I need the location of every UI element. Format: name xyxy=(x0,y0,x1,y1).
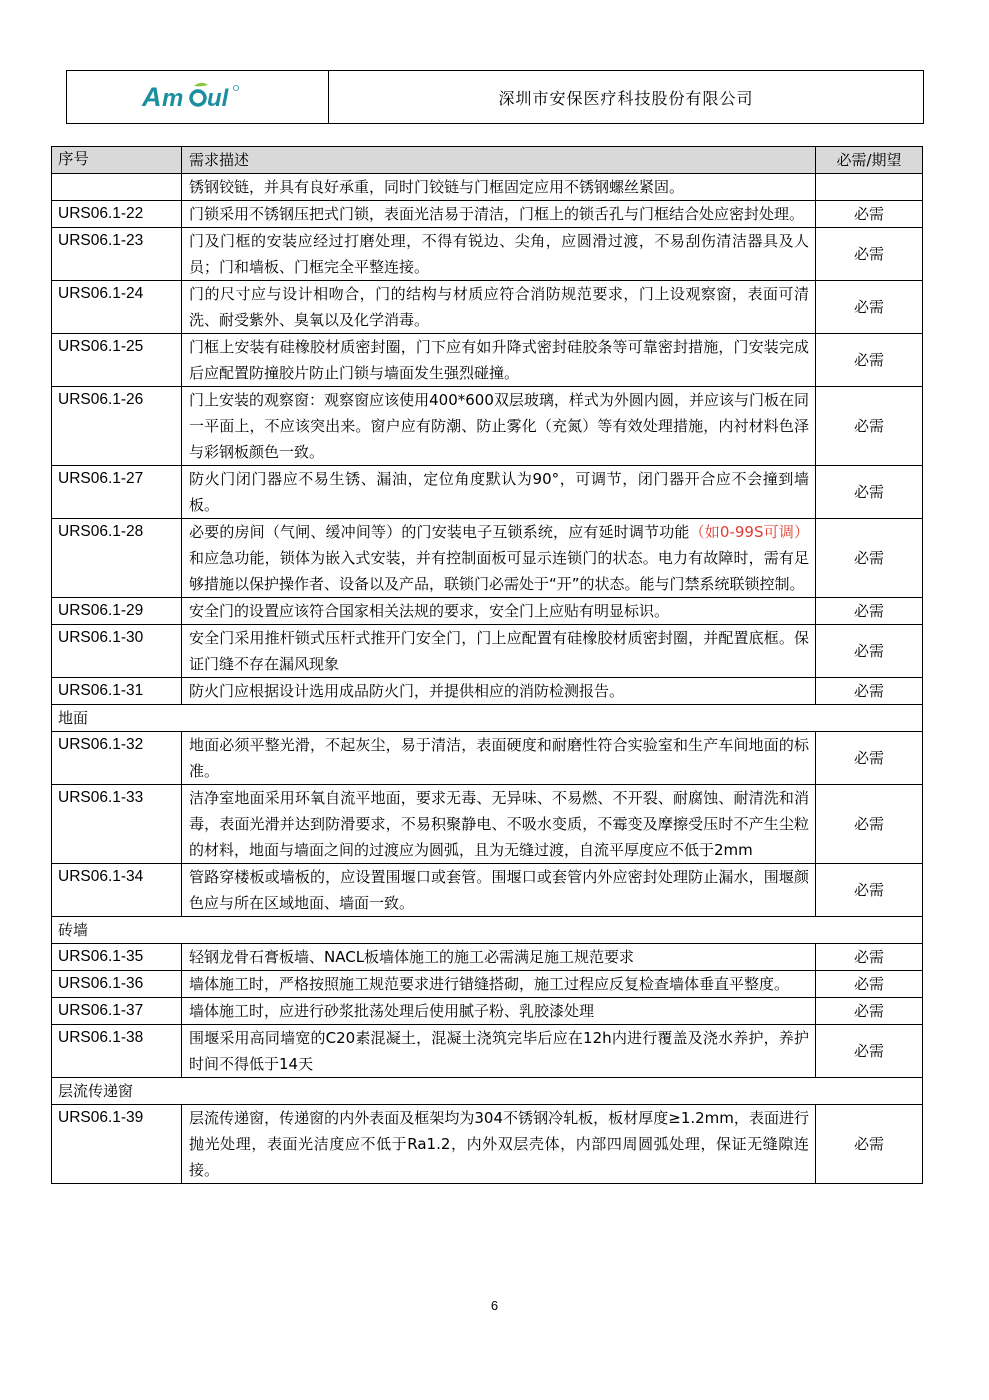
table-row xyxy=(52,1105,923,1184)
cell-description: 地面必须平整光滑，不起灰尘，易于清洁，表面硬度和耐磨性符合实验室和生产车间地面的标准。 xyxy=(182,732,816,785)
section-title: 地面 xyxy=(52,705,923,732)
cell-requirement: 必需 xyxy=(816,944,923,971)
cell-id: URS06.1-24 xyxy=(52,281,182,334)
cell-id: URS06.1-28 xyxy=(52,519,182,598)
cell-id: URS06.1-37 xyxy=(52,998,182,1025)
cell-requirement xyxy=(816,174,923,201)
cell-description: 围堰采用高同墙宽的C20素混凝土，混凝土浇筑完毕后应在12h内进行覆盖及浇水养护，养护时间不得低于14天 xyxy=(182,1025,816,1078)
cell-id: URS06.1-32 xyxy=(52,732,182,785)
description-text: 必要的房间（气闸、缓冲间等）的门安装电子互锁系统，应有延时调节功能 xyxy=(189,523,690,541)
cell-id xyxy=(52,174,182,201)
table-row xyxy=(52,732,923,785)
table-row xyxy=(52,281,923,334)
cell-description: 防火门闭门器应不易生锈、漏油，定位角度默认为90°，可调节，闭门器开合应不会撞到墙板。 xyxy=(182,466,816,519)
cell-description: 门锁采用不锈钢压把式门锁，表面光洁易于清洁，门框上的锁舌孔与门框结合处应密封处理。 xyxy=(182,201,816,228)
table-row xyxy=(52,998,923,1025)
cell-requirement: 必需 xyxy=(816,971,923,998)
cell-id: URS06.1-36 xyxy=(52,971,182,998)
table-row xyxy=(52,785,923,864)
cell-requirement: 必需 xyxy=(816,228,923,281)
cell-requirement: 必需 xyxy=(816,201,923,228)
cell-id: URS06.1-30 xyxy=(52,625,182,678)
col-header-requirement: 必需/期望 xyxy=(816,147,923,174)
table-row xyxy=(52,864,923,917)
table-row xyxy=(52,971,923,998)
cell-id: URS06.1-34 xyxy=(52,864,182,917)
cell-id: URS06.1-25 xyxy=(52,334,182,387)
cell-description: 层流传递窗，传递窗的内外表面及框架均为304不锈钢冷轧板，板材厚度≥1.2mm，表面进行抛光处理，表面光洁度应不低于Ra1.2，内外双层壳体，内部四周圆弧处理，保证无缝隙连接。 xyxy=(182,1105,816,1184)
section-title: 砖墙 xyxy=(52,917,923,944)
cell-requirement: 必需 xyxy=(816,678,923,705)
cell-id: URS06.1-29 xyxy=(52,598,182,625)
svg-text:A: A xyxy=(141,82,161,112)
cell-requirement: 必需 xyxy=(816,1025,923,1078)
cell-requirement: 必需 xyxy=(816,625,923,678)
cell-requirement: 必需 xyxy=(816,998,923,1025)
cell-id: URS06.1-33 xyxy=(52,785,182,864)
section-row xyxy=(52,1078,923,1105)
cell-description: 防火门应根据设计选用成品防火门，并提供相应的消防检测报告。 xyxy=(182,678,816,705)
section-title: 层流传递窗 xyxy=(52,1078,923,1105)
cell-requirement: 必需 xyxy=(816,519,923,598)
table-row xyxy=(52,598,923,625)
cell-id: URS06.1-35 xyxy=(52,944,182,971)
cell-requirement: 必需 xyxy=(816,864,923,917)
cell-requirement: 必需 xyxy=(816,1105,923,1184)
svg-text:ul: ul xyxy=(206,85,228,112)
cell-description: 门框上安装有硅橡胶材质密封圈，门下应有如升降式密封硅胶条等可靠密封措施，门安装完成后应配置防撞胶片防止门锁与墙面发生强烈碰撞。 xyxy=(182,334,816,387)
cell-id: URS06.1-38 xyxy=(52,1025,182,1078)
cell-description: 门的尺寸应与设计相吻合，门的结构与材质应符合消防规范要求，门上设观察窗，表面可清洗、耐受紫外、臭氧以及化学消毒。 xyxy=(182,281,816,334)
cell-id: URS06.1-31 xyxy=(52,678,182,705)
table-row xyxy=(52,387,923,466)
cell-id: URS06.1-22 xyxy=(52,201,182,228)
cell-description: 轻钢龙骨石膏板墙、NACL板墙体施工的施工必需满足施工规范要求 xyxy=(182,944,816,971)
table-row xyxy=(52,228,923,281)
cell-description: 安全门的设置应该符合国家相关法规的要求，安全门上应贴有明显标识。 xyxy=(182,598,816,625)
cell-description: 安全门采用推杆锁式压杆式推开门安全门，门上应配置有硅橡胶材质密封圈，并配置底框。保证门缝不存在漏风现象 xyxy=(182,625,816,678)
table-row xyxy=(52,334,923,387)
cell-description: 门上安装的观察窗：观察窗应该使用400*600双层玻璃，样式为外圆内圆，并应该与门板在同一平面上，不应该突出来。窗户应有防潮、防止雾化（充氮）等有效处理措施，内衬材料色泽与彩钢板颜色一致。 xyxy=(182,387,816,466)
company-logo xyxy=(67,71,329,123)
cell-description: 洁净室地面采用环氧自流平地面，要求无毒、无异味、不易燃、不开裂、耐腐蚀、耐清洗和消毒，表面光滑并达到防滑要求，不易积聚静电、不吸水变质，不霉变及摩擦受压时不产生尘粒的材料，地面与墙面之间的过渡应为圆弧，且为无缝过渡，自流平厚度应不低于2mm xyxy=(182,785,816,864)
section-row xyxy=(52,917,923,944)
cell-id: URS06.1-23 xyxy=(52,228,182,281)
col-header-id: 序号 xyxy=(52,147,182,174)
description-highlight: （如0-99S可调） xyxy=(689,523,809,541)
cell-id: URS06.1-27 xyxy=(52,466,182,519)
table-header-row xyxy=(52,147,923,174)
table-row xyxy=(52,519,923,598)
requirements-table xyxy=(51,146,923,1184)
table-row xyxy=(52,678,923,705)
table-row-continuation xyxy=(52,174,923,201)
table-row xyxy=(52,201,923,228)
cell-description: 墙体施工时，应进行砂浆批荡处理后使用腻子粉、乳胶漆处理 xyxy=(182,998,816,1025)
cell-description: 门及门框的安装应经过打磨处理，不得有锐边、尖角，应圆滑过渡，不易刮伤清洁器具及人员；门和墙板、门框完全平整连接。 xyxy=(182,228,816,281)
document-header xyxy=(66,70,924,124)
cell-description xyxy=(182,519,816,598)
cell-id: URS06.1-26 xyxy=(52,387,182,466)
table-row xyxy=(52,1025,923,1078)
table-row xyxy=(52,466,923,519)
company-name: 深圳市安保医疗科技股份有限公司 xyxy=(498,88,754,108)
cell-requirement: 必需 xyxy=(816,785,923,864)
page-number: 6 xyxy=(490,1298,499,1313)
cell-requirement: 必需 xyxy=(816,598,923,625)
cell-description: 锈钢铰链，并具有良好承重，同时门铰链与门框固定应用不锈钢螺丝紧固。 xyxy=(182,174,816,201)
table-row xyxy=(52,625,923,678)
cell-description: 墙体施工时，严格按照施工规范要求进行错缝搭砌，施工过程应反复检查墙体垂直平整度。 xyxy=(182,971,816,998)
cell-id: URS06.1-39 xyxy=(52,1105,182,1184)
table-row xyxy=(52,944,923,971)
cell-requirement: 必需 xyxy=(816,281,923,334)
cell-requirement: 必需 xyxy=(816,732,923,785)
amoul-logo-icon xyxy=(138,79,258,115)
description-text: 和应急功能，锁体为嵌入式安装，并有控制面板可显示连锁门的状态。电力有故障时，需有足够措施以保护操作者、设备以及产品，联锁门必需处于“开”的状态。能与门禁系统联锁控制。 xyxy=(189,549,809,593)
cell-requirement: 必需 xyxy=(816,466,923,519)
cell-requirement: 必需 xyxy=(816,334,923,387)
col-header-description: 需求描述 xyxy=(182,147,816,174)
cell-description: 管路穿楼板或墙板的，应设置围堰口或套管。围堰口或套管内外应密封处理防止漏水，围堰颜色应与所在区域地面、墙面一致。 xyxy=(182,864,816,917)
section-row xyxy=(52,705,923,732)
cell-requirement: 必需 xyxy=(816,387,923,466)
svg-text:m: m xyxy=(161,85,183,112)
